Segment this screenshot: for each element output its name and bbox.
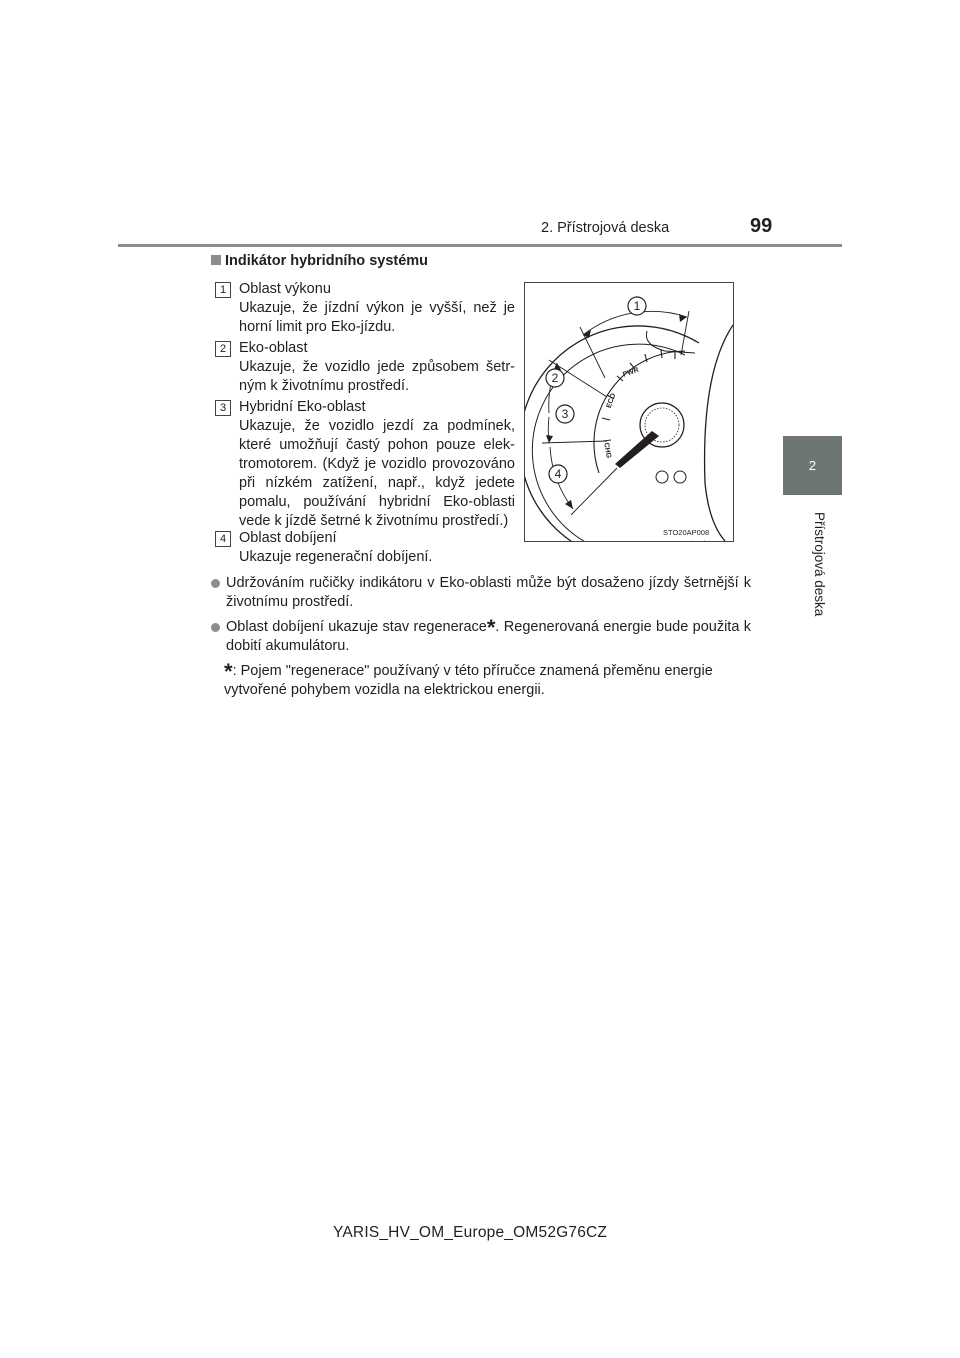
bullet-text-continued: . Regenerovaná energie bude použita k dobití akumulátoru. (226, 619, 751, 654)
gauge-label-charge: CHG (602, 442, 612, 459)
figure-code: STO20AP008 (663, 528, 710, 537)
chapter-tab-label: Přístrojová deska (812, 512, 827, 617)
footnote-text: : Pojem "regenerace" používaný v této příručce znamená přeměnu energie vytvořené pohybem vozidla na elektrickou energii. (224, 663, 713, 698)
legend-item-3 (215, 398, 515, 531)
item-title: Oblast výkonu (239, 281, 331, 297)
right-gauge-edge (705, 325, 733, 541)
callout-3 (556, 405, 574, 423)
item-title: Hybridní Eko-oblast (239, 399, 366, 415)
item-description: Ukazuje, že jízdní výkon je vyšší, než je horní limit pro Eko-jízdu. (239, 300, 515, 335)
item-description: Ukazuje, že vozidlo jede způsobem šetrným k životnímu prostředí. (239, 359, 515, 394)
header-rule (118, 244, 842, 247)
bullet-text: Udržováním ručičky indikátoru v Eko-oblasti může být dosaženo jízdy šetrnější k životnímu prostředí. (226, 575, 751, 610)
square-bullet-icon (211, 255, 221, 265)
gauge-figure (524, 282, 734, 542)
item-number-badge: 1 (215, 282, 231, 298)
chapter-tab (783, 436, 842, 495)
header-section-title: 2. Přístrojová deska (541, 220, 670, 236)
legend-item-1 (215, 280, 515, 337)
callout-number: 2 (551, 371, 559, 385)
round-bullet-icon (211, 579, 220, 588)
footnote-marker: * (486, 615, 496, 640)
callout-number: 3 (561, 407, 569, 421)
section-title-text: Indikátor hybridního systému (225, 253, 429, 269)
item-number-badge: 4 (215, 531, 231, 547)
callout-number: 4 (554, 467, 562, 481)
item-number-badge: 2 (215, 341, 231, 357)
round-bullet-icon (211, 623, 220, 632)
bullet-text: Oblast dobíjení ukazuje stav regenerace (226, 619, 487, 635)
gauge-needle (615, 431, 659, 468)
callout-1 (628, 297, 646, 315)
callout-number: 1 (633, 299, 641, 313)
callout-2 (546, 369, 564, 387)
gauge-label-eco: ECO (605, 392, 618, 410)
chapter-tab-number: 2 (808, 458, 817, 473)
legend-item-2 (215, 339, 515, 396)
page-number: 99 (750, 215, 773, 237)
gauge-label-power: PWR (622, 366, 640, 379)
bullet-item-1 (211, 574, 751, 612)
indicator-lamp-icon (656, 471, 668, 483)
item-number-badge: 3 (215, 400, 231, 416)
item-description: Ukazuje, že vozidlo jezdí za podmínek, které umožňují častý pohon pouze elektromotorem. (Když je vozidlo provozováno při nízkém zatížení, např., když jedete pomalu, používání hybridní Eko-oblasti vede k jízdě šetrné k životnímu prostředí.) (239, 418, 515, 529)
legend-item-4 (215, 529, 515, 567)
hybrid-indicator-illustration (525, 283, 733, 541)
callout-4 (549, 465, 567, 483)
indicator-lamp-icon (674, 471, 686, 483)
footnote (224, 659, 764, 700)
footnote-marker: * (224, 659, 233, 684)
bullet-item-2 (211, 615, 751, 656)
item-description: Ukazuje regenerační dobíjení. (239, 549, 433, 565)
document-id: YARIS_HV_OM_Europe_OM52G76CZ (333, 1224, 608, 1241)
item-title: Eko-oblast (239, 340, 308, 356)
item-title: Oblast dobíjení (239, 530, 337, 546)
section-title (211, 253, 428, 269)
